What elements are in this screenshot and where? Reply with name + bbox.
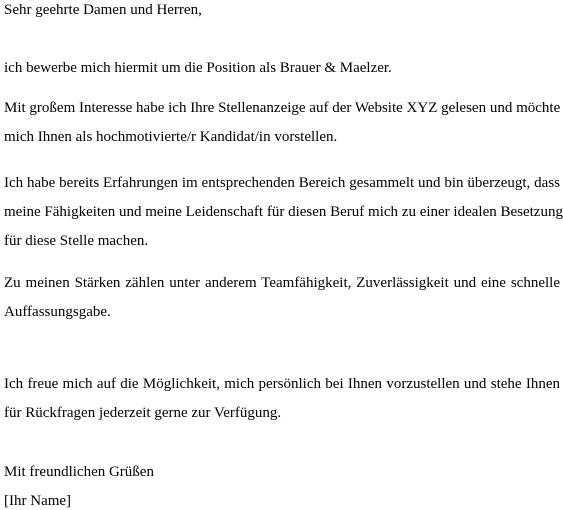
paragraph-experience-line-1: Ich habe bereits Erfahrungen im entsprechenden Bereich gesammelt und bin überzeugt, dass: [4, 175, 560, 191]
signature: [Ihr Name]: [4, 493, 72, 509]
paragraph-experience-line-3: für diese Stelle machen.: [4, 233, 149, 249]
paragraph-closing-line-2: für Rückfragen jederzeit gerne zur Verfügung.: [4, 405, 282, 421]
paragraph-strengths-line-2: Auffassungsgabe.: [4, 304, 111, 320]
closing-phrase: Mit freundlichen Grüßen: [4, 464, 154, 480]
salutation: Sehr geehrte Damen und Herren,: [4, 2, 202, 18]
paragraph-interest-line-2: mich Ihnen als hochmotivierte/r Kandidat/in vorstellen.: [4, 129, 338, 145]
paragraph-strengths-line-1: Zu meinen Stärken zählen unter anderem Teamfähigkeit, Zuverlässigkeit und eine schnelle: [4, 275, 560, 291]
paragraph-position: ich bewerbe mich hiermit um die Position als Brauer & Maelzer.: [4, 60, 392, 76]
paragraph-interest-line-1: Mit großem Interesse habe ich Ihre Stellenanzeige auf der Website XYZ gelesen und möchte: [4, 100, 561, 116]
paragraph-closing-line-1: Ich freue mich auf die Möglichkeit, mich persönlich bei Ihnen vorzustellen und stehe Ihnen: [4, 376, 560, 392]
paragraph-experience-line-2: meine Fähigkeiten und meine Leidenschaft für diesen Beruf mich zu einer idealen Besetzung: [4, 204, 563, 220]
